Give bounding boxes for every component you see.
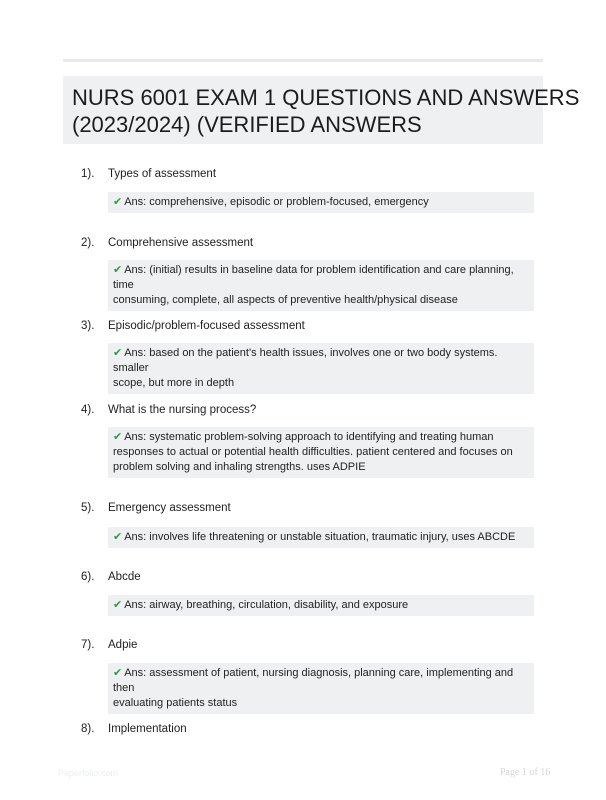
question-row [63, 500, 543, 518]
document-title-line-1: NURS 6001 EXAM 1 QUESTIONS AND ANSWERS [72, 85, 580, 110]
question-row [63, 318, 543, 336]
answer-line: Ans: based on the patient's health issues, involves one or two body systems. smaller [113, 347, 498, 374]
check-icon: ✔ [113, 196, 123, 208]
answer-box [108, 527, 534, 548]
question-row [63, 166, 543, 184]
qa-item-2 [63, 235, 543, 306]
answer-line: Ans: (initial) results in baseline data for problem identification and care planning, time [113, 264, 514, 291]
document-title-block [63, 76, 580, 144]
question-text: Adpie [108, 639, 138, 651]
check-icon: ✔ [113, 531, 123, 543]
check-icon: ✔ [113, 667, 123, 679]
top-divider [63, 59, 543, 62]
answer-line: Ans: involves life threatening or unstable situation, traumatic injury, uses ABCDE [124, 531, 516, 543]
qa-item-1 [63, 166, 543, 208]
question-row [63, 637, 543, 655]
page-number: Page 1 of 16 [500, 767, 551, 778]
question-number: 6). [81, 571, 95, 583]
check-icon: ✔ [113, 264, 123, 276]
answer-box [108, 595, 534, 616]
check-icon: ✔ [113, 599, 123, 611]
qa-item-6 [63, 569, 543, 611]
question-text: Comprehensive assessment [108, 237, 254, 249]
answer-line: scope, but more in depth [113, 377, 235, 389]
qa-item-4 [63, 402, 543, 473]
question-row [63, 402, 543, 420]
question-text: Episodic/problem-focused assessment [108, 320, 305, 332]
question-number: 1). [81, 168, 95, 180]
answer-line: Ans: comprehensive, episodic or problem-focused, emergency [124, 196, 429, 208]
answer-line: Ans: assessment of patient, nursing diagnosis, planning care, implementing and then [113, 667, 514, 694]
question-text: Emergency assessment [108, 502, 231, 514]
answer-box [108, 192, 534, 213]
answer-box [108, 260, 534, 311]
qa-item-5 [63, 500, 543, 543]
qa-item-8 [63, 721, 543, 739]
check-icon: ✔ [113, 347, 123, 359]
answer-line: consuming, complete, all aspects of preventive health/physical disease [113, 294, 458, 306]
question-text: Types of assessment [108, 168, 217, 180]
question-row [63, 235, 543, 253]
qa-item-3 [63, 318, 543, 389]
question-row [63, 569, 543, 587]
footer-watermark: Paperfolio.com [58, 768, 119, 778]
answer-line: responses to actual or potential health difficulties. patient centered and focuses on [113, 446, 513, 458]
check-icon: ✔ [113, 431, 123, 443]
question-number: 7). [81, 639, 95, 651]
answer-box [108, 663, 534, 714]
question-number: 2). [81, 237, 95, 249]
answer-line: evaluating patients status [113, 697, 238, 709]
answer-line: problem solving and inhaling strengths. uses ADPIE [113, 461, 366, 473]
answer-line: Ans: systematic problem-solving approach to identifying and treating human [124, 431, 494, 443]
question-number: 8). [81, 723, 95, 735]
question-number: 4). [81, 404, 95, 416]
answer-line: Ans: airway, breathing, circulation, disability, and exposure [124, 599, 409, 611]
question-number: 5). [81, 502, 95, 514]
answer-box [108, 427, 534, 478]
qa-item-7 [63, 637, 543, 709]
question-text: What is the nursing process? [108, 404, 257, 416]
answer-box [108, 343, 534, 394]
question-number: 3). [81, 320, 95, 332]
document-title-line-2: (2023/2024) (VERIFIED ANSWERS [72, 112, 422, 137]
question-text: Abcde [108, 571, 141, 583]
question-row [63, 721, 543, 739]
question-text: Implementation [108, 723, 187, 735]
